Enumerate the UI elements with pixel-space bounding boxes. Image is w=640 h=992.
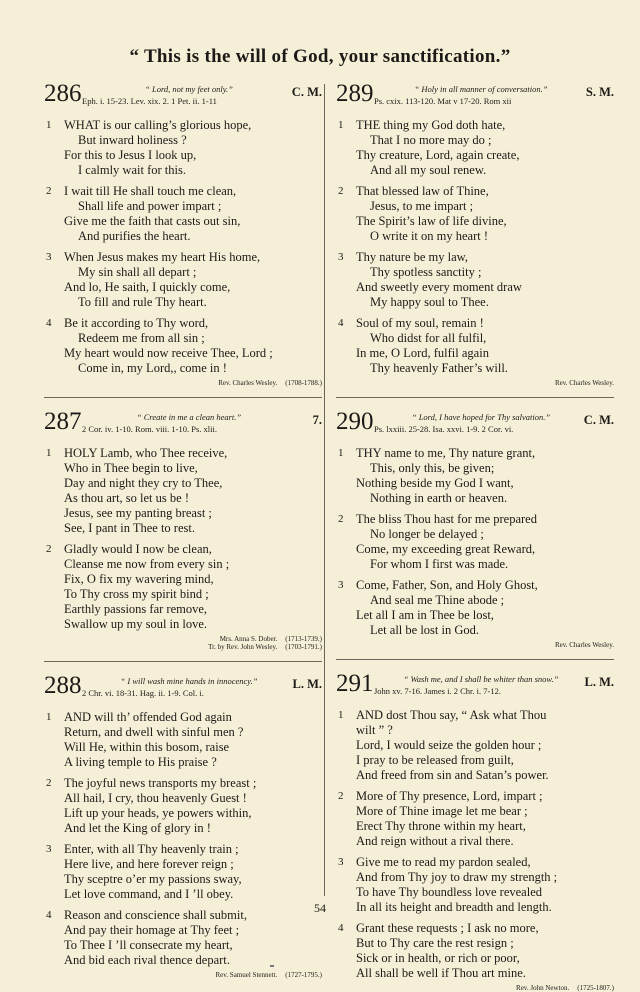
author-years: (1727-1795.)	[285, 971, 322, 979]
hymn-line-text: My sin shall all depart ;	[78, 265, 197, 279]
hymn-line-text: And pay their homage at Thy feet ;	[64, 923, 240, 937]
hymn-line-text: O write it on my heart !	[370, 229, 489, 243]
hymn-line	[336, 229, 614, 244]
author-years: (1708-1788.)	[285, 379, 322, 387]
hymn-line	[336, 768, 614, 783]
stanza-number: 2	[338, 513, 344, 525]
hymn-scripture-text: “ Wash me, and I shall be whiter than snow.”	[403, 674, 559, 684]
hymn-line	[44, 331, 322, 346]
hymn-line-text: All hail, I cry, thou heavenly Guest !	[64, 791, 247, 805]
hymn-line-text: Enter, with all Thy heavenly train ;	[64, 842, 239, 856]
hymn-line	[44, 791, 322, 806]
hymn-line-text: That I no more may do ;	[370, 133, 492, 147]
stanza	[336, 512, 614, 572]
hymn-line	[44, 229, 322, 244]
hymn-line	[336, 936, 614, 951]
hymn-attribution	[44, 971, 322, 979]
hymn-line	[44, 953, 322, 968]
hymn-line	[44, 821, 322, 836]
hymn-separator	[336, 397, 614, 398]
hymn-line	[44, 857, 322, 872]
hymn-line	[44, 587, 322, 602]
hymn-line-text: Earthly passions far remove,	[64, 602, 208, 616]
hymn-line-text: Shall life and power impart ;	[78, 199, 222, 213]
hymn-line	[336, 476, 614, 491]
hymn-line-text: Gladly would I now be clean,	[64, 542, 212, 556]
hymn-header	[44, 674, 322, 704]
hymn-line-text: Jesus, see my panting breast ;	[64, 506, 212, 520]
hymn-line	[44, 346, 322, 361]
hymn-line	[44, 521, 322, 536]
hymn-line-text: To Thee I ’ll consecrate my heart,	[64, 938, 233, 952]
hymn	[44, 674, 322, 979]
hymn-number: 287	[44, 408, 82, 435]
hymn-line-text: THY name to me, Thy nature grant,	[356, 446, 536, 460]
hymn-line-text: Return, and dwell with sinful men ?	[64, 725, 244, 739]
stanza	[336, 789, 614, 849]
hymn-line-text: Nothing beside my God I want,	[356, 476, 514, 490]
hymn-line-text: Let all be lost in God.	[370, 623, 480, 637]
hymn-line-text: Swallow up my soul in love.	[64, 617, 208, 631]
hymn-line	[336, 623, 614, 638]
hymn-line-text: See, I pant in Thee to rest.	[64, 521, 195, 535]
hymn-line-text: All shall be well if Thou art mine.	[356, 966, 526, 980]
hymn-line-text: And purifies the heart.	[78, 229, 191, 243]
hymn-line	[44, 461, 322, 476]
stanza-number: 1	[46, 711, 52, 723]
hymn-line-text: Sick or in health, or rich or poor,	[356, 951, 520, 965]
hymn-line	[44, 740, 322, 755]
stanza	[336, 118, 614, 178]
hymn-line	[336, 361, 614, 376]
stanza-number: 3	[338, 579, 344, 591]
hymn-line	[336, 966, 614, 981]
hymn-line-text: And seal me Thine abode ;	[370, 593, 505, 607]
hymn-attribution	[336, 379, 614, 387]
hymn	[336, 410, 614, 649]
hymn-attribution	[336, 641, 614, 649]
hymn-line	[336, 753, 614, 768]
hymn-meter: C. M.	[291, 85, 322, 99]
stanza-number: 2	[338, 185, 344, 197]
author-name: Rev. Charles Wesley.	[554, 641, 614, 649]
stanza-number: 1	[338, 709, 344, 721]
hymn-line-text: And let the King of glory in !	[64, 821, 211, 835]
hymn-separator	[44, 661, 322, 662]
stanza-number: 2	[338, 790, 344, 802]
stanza	[336, 316, 614, 376]
hymn-line-text: THE thing my God doth hate,	[356, 118, 506, 132]
stanza-number: 4	[46, 909, 52, 921]
right-column	[336, 82, 614, 992]
hymn-meter: C. M.	[583, 413, 614, 427]
hymn-line-text: For this to Jesus I look up,	[64, 148, 197, 162]
hymn-line	[44, 148, 322, 163]
hymn-line	[336, 214, 614, 229]
hymn-number: 288	[44, 672, 82, 699]
hymn-line	[336, 855, 614, 870]
translator-name: Tr. by Rev. John Wesley.	[208, 643, 278, 651]
stanza-number: 4	[338, 922, 344, 934]
hymn-line-text: But inward holiness ?	[78, 133, 187, 147]
hymn-line-text: And sweetly every moment draw	[356, 280, 522, 294]
hymn-line	[336, 951, 614, 966]
hymn-line	[336, 280, 614, 295]
hymn-line	[336, 885, 614, 900]
hymn-line-text: Here live, and here forever reign ;	[64, 857, 234, 871]
hymn-meter: S. M.	[585, 85, 614, 99]
hymn-line	[44, 118, 322, 133]
hymn-line-text: Thy heavenly Father’s will.	[370, 361, 508, 375]
hymn-line	[336, 148, 614, 163]
hymn-line-text: Thy spotless sanctity ;	[370, 265, 482, 279]
author-name: Mrs. Anna S. Dober.	[219, 635, 278, 643]
stanza-number: 2	[46, 185, 52, 197]
stanza	[336, 578, 614, 638]
stanza	[44, 118, 322, 178]
hymn-line	[44, 476, 322, 491]
hymn-line	[336, 738, 614, 753]
hymn-line-text: Nothing in earth or heaven.	[370, 491, 508, 505]
hymn-line	[44, 617, 322, 632]
stanza-number: 1	[46, 447, 52, 459]
author-years: (1713-1739.)	[285, 635, 322, 643]
hymn-line-text: The joyful news transports my breast ;	[64, 776, 257, 790]
hymn-number: 289	[336, 80, 374, 107]
hymn-scripture-text: “ I will wash mine hands in innocency.”	[120, 676, 258, 686]
author-name: Rev. Charles Wesley.	[554, 379, 614, 387]
stanza	[44, 842, 322, 902]
hymn-line	[44, 842, 322, 857]
hymn-line-text: My heart would now receive Thee, Lord ;	[64, 346, 273, 360]
hymn-line-text: And bid each rival thence depart.	[64, 953, 230, 967]
stanza-number: 2	[46, 543, 52, 555]
hymn-line	[44, 725, 322, 740]
hymn-line-text: My happy soul to Thee.	[370, 295, 489, 309]
stanza	[336, 921, 614, 981]
hymn-line	[336, 608, 614, 623]
stanza-number: 3	[46, 843, 52, 855]
hymn	[44, 82, 322, 387]
hymn-line	[336, 133, 614, 148]
hymn-line	[44, 776, 322, 791]
hymn-line	[336, 789, 614, 804]
hymn-line	[336, 199, 614, 214]
hymn-meter: L. M.	[584, 675, 614, 689]
hymn-line	[336, 118, 614, 133]
hymn-line-text: And freed from sin and Satan’s power.	[356, 768, 549, 782]
stanza	[44, 710, 322, 770]
author-name: Rev. John Newton.	[516, 984, 570, 992]
hymn-references: 2 Chr. vi. 18-31. Hag. ii. 1-9. Col. i.	[82, 688, 204, 698]
hymn-line-text: Redeem me from all sin ;	[78, 331, 205, 345]
hymn-line-text: Reason and conscience shall submit,	[64, 908, 247, 922]
hymn-line-text: A living temple to His praise ?	[64, 755, 217, 769]
stanza-number: 3	[338, 856, 344, 868]
hymn-line	[44, 872, 322, 887]
hymn-line	[44, 163, 322, 178]
stanza	[336, 708, 614, 783]
stanza-number: 1	[338, 447, 344, 459]
hymn-line-text: And lo, He saith, I quickly come,	[64, 280, 231, 294]
stanza	[336, 446, 614, 506]
hymn-references: Ps. cxix. 113-120. Mat v 17-20. Rom xii	[374, 96, 512, 106]
stanza-number: 1	[338, 119, 344, 131]
hymn-line	[44, 557, 322, 572]
hymn-line	[336, 557, 614, 572]
hymn-line	[44, 491, 322, 506]
hymn-line-text: No longer be delayed ;	[370, 527, 484, 541]
hymn-line-text: Lift up your heads, ye powers within,	[64, 806, 252, 820]
hymn-line-text: As thou art, so let us be !	[64, 491, 189, 505]
hymn-number: 286	[44, 80, 82, 107]
stanza	[336, 184, 614, 244]
hymn-line	[336, 542, 614, 557]
stanza-number: 4	[338, 317, 344, 329]
hymn	[336, 82, 614, 387]
hymn-line-text: In me, O Lord, fulfil again	[356, 346, 489, 360]
hymn-line	[336, 834, 614, 849]
stanza	[44, 184, 322, 244]
hymn-number: 290	[336, 408, 374, 435]
hymn-line	[44, 602, 322, 617]
hymn-line	[336, 446, 614, 461]
hymn-line-text: Let love command, and I ’ll obey.	[64, 887, 234, 901]
hymn-line-text: Let all I am in Thee be lost,	[356, 608, 494, 622]
hymn-attribution	[44, 379, 322, 387]
hymn-attribution	[44, 635, 322, 643]
hymn-line-text: Will He, within this bosom, raise	[64, 740, 230, 754]
hymn-line-text: AND will th’ offended God again	[64, 710, 232, 724]
hymn-scripture-text: “ Lord, I have hoped for Thy salvation.”	[411, 412, 551, 422]
hymn-line-text: WHAT is our calling’s glorious hope,	[64, 118, 252, 132]
hymn-line	[44, 295, 322, 310]
hymn-line-text: To fill and rule Thy heart.	[78, 295, 207, 309]
hymn-line	[44, 887, 322, 902]
hymn-line-text: I calmly wait for this.	[78, 163, 186, 177]
hymn-line	[336, 578, 614, 593]
hymn-references: 2 Cor. iv. 1-10. Rom. viii. 1-10. Ps. xlii.	[82, 424, 217, 434]
hymn-header	[336, 672, 614, 702]
hymn-line-text: More of Thy presence, Lord, impart ;	[356, 789, 543, 803]
hymn-line-text: Come in, my Lord,, come in !	[78, 361, 227, 375]
hymn-scripture-text: “ Create in me a clean heart.”	[136, 412, 242, 422]
hymn-line	[336, 331, 614, 346]
hymn-header	[44, 410, 322, 440]
page-title: “ This is the will of God, your sanctification.”	[129, 46, 511, 67]
hymn-header	[336, 410, 614, 440]
hymn-line	[336, 295, 614, 310]
hymn-line	[336, 804, 614, 819]
hymn-line	[44, 572, 322, 587]
stanza	[336, 250, 614, 310]
hymn-line-text: Jesus, to me impart ;	[370, 199, 474, 213]
hymn-line	[44, 265, 322, 280]
hymn-line	[336, 184, 614, 199]
author-name: Rev. Samuel Stennett.	[215, 971, 278, 979]
hymn-line-text: Grant these requests ; I ask no more,	[356, 921, 539, 935]
hymn-line	[336, 461, 614, 476]
hymn-line	[44, 923, 322, 938]
hymn-line	[336, 708, 614, 723]
hymn-line	[336, 512, 614, 527]
hymn-references: Eph. i. 15-23. Lev. xix. 2. 1 Pet. ii. 1-11	[82, 96, 217, 106]
stanza	[44, 250, 322, 310]
author-years: (1725-1807.)	[577, 984, 614, 992]
hymn-line-text: Day and night they cry to Thee,	[64, 476, 223, 490]
hymn-line-text: Give me the faith that casts out sin,	[64, 214, 241, 228]
hymn-line-text: Give me to read my pardon sealed,	[356, 855, 531, 869]
hymn-line-text: AND dost Thou say, “ Ask what Thou	[356, 708, 547, 722]
hymn-line	[336, 921, 614, 936]
hymn-line-text: Thy nature be my law,	[356, 250, 468, 264]
hymn-line	[336, 265, 614, 280]
hymn-line-text: Thy creature, Lord, again create,	[356, 148, 520, 162]
author-name: Rev. Charles Wesley.	[218, 379, 278, 387]
hymn-line-text: I wait till He shall touch me clean,	[64, 184, 237, 198]
hymn-scripture-text: “ Holy in all manner of conversation.”	[414, 84, 548, 94]
hymn-number: 291	[336, 670, 374, 697]
hymn-line-text: In all its height and breadth and length.	[356, 900, 552, 914]
hymn-line-text: To Thy cross my spirit bind ;	[64, 587, 209, 601]
hymn-line-text: The Spirit’s law of life divine,	[356, 214, 507, 228]
stanza-number: 1	[46, 119, 52, 131]
hymn-line	[44, 506, 322, 521]
hymn-line	[336, 250, 614, 265]
hymn-line	[44, 542, 322, 557]
hymn-line	[44, 214, 322, 229]
hymn-line-text: I pray to be released from guilt,	[356, 753, 514, 767]
hymn-line	[336, 316, 614, 331]
stanza	[44, 542, 322, 632]
hymn-line	[336, 593, 614, 608]
hymn-line-text: Who didst for all fulfil,	[370, 331, 487, 345]
stanza-number: 2	[46, 777, 52, 789]
bottom-mark	[270, 965, 274, 967]
hymn-attribution	[336, 984, 614, 992]
hymn-line-text: And all my soul renew.	[370, 163, 487, 177]
left-column	[44, 82, 322, 979]
hymn-header	[44, 82, 322, 112]
hymn-line	[44, 250, 322, 265]
hymn-references: Ps. lxxiii. 25-28. Isa. xxvi. 1-9. 2 Cor. vi.	[374, 424, 514, 434]
hymn-line-text: Erect Thy throne within my heart,	[356, 819, 526, 833]
hymn-line-text: Who in Thee begin to live,	[64, 461, 198, 475]
hymn-line-text: Come, my exceeding great Reward,	[356, 542, 536, 556]
hymn-meter: 7.	[312, 413, 322, 427]
stanza-number: 4	[46, 317, 52, 329]
hymn-line-text: That blessed law of Thine,	[356, 184, 489, 198]
stanza-number: 3	[46, 251, 52, 263]
hymn-line	[44, 755, 322, 770]
hymn-line	[44, 806, 322, 821]
translator-years: (1703-1791.)	[285, 643, 322, 651]
hymn-line-text: And from Thy joy to draw my strength ;	[356, 870, 558, 884]
hymn-line-text: HOLY Lamb, who Thee receive,	[64, 446, 228, 460]
hymn-line-text: Come, Father, Son, and Holy Ghost,	[356, 578, 538, 592]
hymn-attribution	[44, 643, 322, 651]
hymn-header	[336, 82, 614, 112]
hymn-line	[44, 280, 322, 295]
hymn-line-text: Cleanse me now from every sin ;	[64, 557, 230, 571]
hymn-line	[44, 446, 322, 461]
hymn-separator	[336, 659, 614, 660]
column-divider	[324, 84, 325, 896]
hymn-references: John xv. 7-16. James i. 2 Chr. i. 7-12.	[374, 686, 501, 696]
hymn	[336, 672, 614, 992]
hymn-meter: L. M.	[292, 677, 322, 691]
hymn-line-text: Be it according to Thy word,	[64, 316, 209, 330]
hymn-line-text: To have Thy boundless love revealed	[356, 885, 542, 899]
hymn-scripture-text: “ Lord, not my feet only.”	[145, 84, 233, 94]
hymn-line	[44, 316, 322, 331]
hymn-line	[336, 819, 614, 834]
hymn-line	[44, 938, 322, 953]
hymn-line-text: And reign without a rival there.	[356, 834, 514, 848]
hymn-line-text: Soul of my soul, remain !	[356, 316, 484, 330]
stanza	[44, 316, 322, 376]
hymn-line	[336, 527, 614, 542]
hymn-line-text: wilt ” ?	[356, 723, 393, 737]
hymn-line	[44, 199, 322, 214]
hymn-line	[336, 346, 614, 361]
hymn-line	[336, 163, 614, 178]
hymn-line-text: When Jesus makes my heart His home,	[64, 250, 261, 264]
hymn-line-text: This, only this, be given;	[370, 461, 495, 475]
stanza	[44, 776, 322, 836]
hymn-line	[44, 361, 322, 376]
hymn-line-text: But to Thy care the rest resign ;	[356, 936, 514, 950]
hymn-line	[336, 870, 614, 885]
hymn-line-text: The bliss Thou hast for me prepared	[356, 512, 537, 526]
hymn-line	[336, 491, 614, 506]
hymn-line	[44, 184, 322, 199]
hymn-line	[44, 710, 322, 725]
stanza-number: 3	[338, 251, 344, 263]
page-number: 54	[314, 901, 326, 915]
hymn-line	[336, 723, 614, 738]
hymn-line-text: Lord, I would seize the golden hour ;	[356, 738, 542, 752]
hymn-line-text: Thy sceptre o’er my passions sway,	[64, 872, 242, 886]
hymn-line	[44, 133, 322, 148]
hymn-line-text: More of Thine image let me bear ;	[356, 804, 528, 818]
hymn-line-text: Fix, O fix my wavering mind,	[64, 572, 214, 586]
stanza	[44, 446, 322, 536]
stanza	[44, 908, 322, 968]
hymn-separator	[44, 397, 322, 398]
hymn	[44, 410, 322, 651]
hymn-line-text: For whom I first was made.	[370, 557, 509, 571]
